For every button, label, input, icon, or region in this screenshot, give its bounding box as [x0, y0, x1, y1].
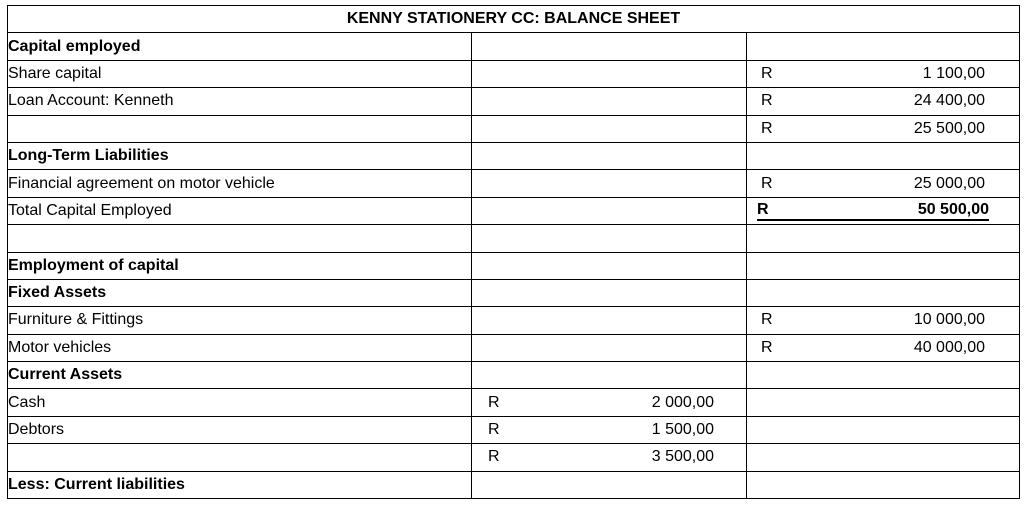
- amount-cell-col3: [747, 279, 1020, 306]
- currency-symbol: R: [761, 338, 773, 356]
- currency-symbol: R: [761, 64, 773, 82]
- balance-sheet-body: [8, 6, 1020, 499]
- amount-cell-col2: [472, 197, 747, 224]
- table-row: [8, 33, 1020, 60]
- table-row: [8, 142, 1020, 169]
- table-row: [8, 225, 1020, 252]
- currency-symbol: R: [761, 92, 773, 110]
- table-row: [8, 197, 1020, 224]
- row-label: Cash: [8, 389, 472, 416]
- table-row: [8, 170, 1020, 197]
- table-row: [8, 307, 1020, 334]
- section-heading: Capital employed: [8, 33, 472, 60]
- amount-cell-col2: [472, 170, 747, 197]
- currency-symbol: R: [761, 311, 773, 329]
- amount-cell-col2: [472, 471, 747, 498]
- amount-cell-col3: [747, 471, 1020, 498]
- currency-symbol: R: [761, 119, 773, 137]
- table-row: [8, 60, 1020, 87]
- table-row: [8, 88, 1020, 115]
- row-label: [8, 444, 472, 471]
- row-label: Debtors: [8, 416, 472, 443]
- total-amount: [757, 201, 989, 221]
- amount: [747, 335, 1019, 361]
- amount-cell-col3: [747, 389, 1020, 416]
- currency-symbol: R: [488, 393, 500, 411]
- amount-value: 3 500,00: [651, 448, 714, 466]
- amount-value: 2 000,00: [651, 393, 714, 411]
- amount-value: 25 000,00: [913, 174, 985, 192]
- table-row: [8, 444, 1020, 471]
- currency-symbol: R: [488, 448, 500, 466]
- section-heading: Long-Term Liabilities: [8, 142, 472, 169]
- table-row: [8, 362, 1020, 389]
- amount-cell-col2: [472, 142, 747, 169]
- amount-value: 40 000,00: [913, 338, 985, 356]
- amount-cell-col3: [747, 334, 1020, 361]
- amount: [747, 116, 1019, 142]
- table-row: [8, 416, 1020, 443]
- amount-value: 25 500,00: [913, 119, 985, 137]
- amount-value: 24 400,00: [913, 92, 985, 110]
- table-row: [8, 252, 1020, 279]
- amount-value: 50 500,00: [917, 200, 989, 218]
- table-row: [8, 115, 1020, 142]
- amount-cell-col3: [747, 33, 1020, 60]
- amount-cell-col2: [472, 279, 747, 306]
- title-row: [8, 6, 1020, 33]
- amount: [747, 307, 1019, 333]
- amount-cell-col3: [747, 362, 1020, 389]
- section-heading: Fixed Assets: [8, 279, 472, 306]
- amount-cell-col2: [472, 362, 747, 389]
- amount-cell-col3: [747, 252, 1020, 279]
- amount-value: 10 000,00: [913, 311, 985, 329]
- amount-cell-col2: [472, 334, 747, 361]
- section-heading: Employment of capital: [8, 252, 472, 279]
- amount-cell-col2: [472, 60, 747, 87]
- row-label: Total Capital Employed: [8, 197, 472, 224]
- amount-cell-col3: [747, 225, 1020, 252]
- amount-cell-col3: [747, 444, 1020, 471]
- amount-cell-col3: [747, 197, 1020, 224]
- amount-value: 1 500,00: [651, 421, 714, 439]
- row-label: [8, 115, 472, 142]
- section-heading: Current Assets: [8, 362, 472, 389]
- amount-cell-col3: [747, 416, 1020, 443]
- amount-cell-col2: [472, 307, 747, 334]
- section-heading: Less: Current liabilities: [8, 471, 472, 498]
- amount-cell-col3: [747, 170, 1020, 197]
- table-row: [8, 471, 1020, 498]
- currency-symbol: R: [488, 421, 500, 439]
- row-label: [8, 225, 472, 252]
- table-row: [8, 334, 1020, 361]
- amount-cell-col2: [472, 389, 747, 416]
- amount: [472, 389, 746, 415]
- amount: [472, 444, 746, 470]
- table-row: [8, 279, 1020, 306]
- balance-sheet-table: [7, 5, 1020, 499]
- amount-cell-col2: [472, 416, 747, 443]
- row-label: Share capital: [8, 60, 472, 87]
- amount-cell-col2: [472, 88, 747, 115]
- row-label: Financial agreement on motor vehicle: [8, 170, 472, 197]
- amount-cell-col3: [747, 88, 1020, 115]
- amount-cell-col3: [747, 115, 1020, 142]
- amount-cell-col2: [472, 33, 747, 60]
- amount-cell-col2: [472, 252, 747, 279]
- currency-symbol: R: [761, 174, 773, 192]
- amount: [747, 88, 1019, 114]
- table-row: [8, 389, 1020, 416]
- row-label: Furniture & Fittings: [8, 307, 472, 334]
- amount: [747, 170, 1019, 196]
- row-label: Loan Account: Kenneth: [8, 88, 472, 115]
- row-label: Motor vehicles: [8, 334, 472, 361]
- amount-cell-col3: [747, 307, 1020, 334]
- currency-symbol: R: [757, 200, 769, 218]
- amount-value: 1 100,00: [922, 64, 985, 82]
- amount: [472, 417, 746, 443]
- amount-cell-col2: [472, 225, 747, 252]
- amount: [747, 61, 1019, 87]
- sheet-title: KENNY STATIONERY CC: BALANCE SHEET: [8, 6, 1020, 33]
- amount-cell-col2: [472, 115, 747, 142]
- amount-cell-col2: [472, 444, 747, 471]
- amount-cell-col3: [747, 60, 1020, 87]
- amount-cell-col3: [747, 142, 1020, 169]
